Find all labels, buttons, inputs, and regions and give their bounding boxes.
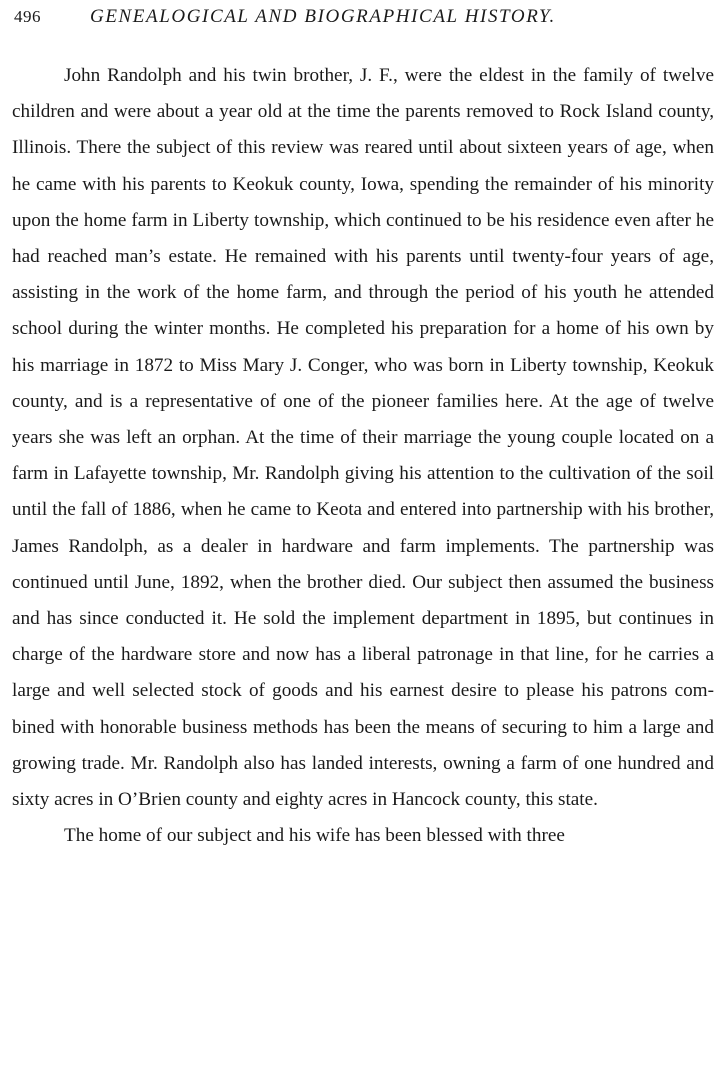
paragraph-family-continuation: The home of our subject and his wife has been blessed with three — [64, 825, 565, 847]
body-text — [12, 58, 714, 854]
page-number: 496 — [14, 7, 41, 26]
running-head — [14, 4, 712, 30]
running-title: GENEALOGICAL AND BIOGRAPHICAL HISTORY. — [90, 6, 556, 27]
paragraph-randolph-biography: John Randolph and his twin brother, J. F., were the eldest in the family of twelve children and were about a year old at the time the parents removed to Rock Island county, Illinois. There the subject of this review was reared until about sixteen years of age, when he came with his parents to Keokuk county, Iowa, spending the remainder of his minority upon the home farm in Liberty township, which continued to be his residence even after he had reached man’s estate. He remained with his parents until twenty-four years of age, assisting in the work of the home farm, and through the period of his youth he attended school during the winter months. He completed his preparation for a home of his own by his marriage in 1872 to Miss Mary J. Conger, who was born in Liberty township, Keokuk county, and is a representative of one of the pioneer families here. At the age of twelve years she was left an orphan. At the time of their marriage the young couple located on a farm in Lafayette township, Mr. Randolph giving his attention to the cultivation of the soil until the fall of 1886, when he came to Keota and entered into partnership with his brother, James Randolph, as a dealer in hardware and farm implements. The partnership was continued until June, 1892, when the brother died. Our subject then assumed the business and has since conducted it. He sold the implement department in 1895, but continues in charge of the hardware store and now has a liberal patronage in that line, for he carries a large and well selected stock of goods and his earnest desire to please his patrons combined with honorable business methods has been the means of securing to him a large and growing trade. Mr. Randolph also has landed interests, owning a farm of one hundred and sixty acres in O’Brien county and eighty acres in Hancock county, this state. — [12, 65, 714, 811]
